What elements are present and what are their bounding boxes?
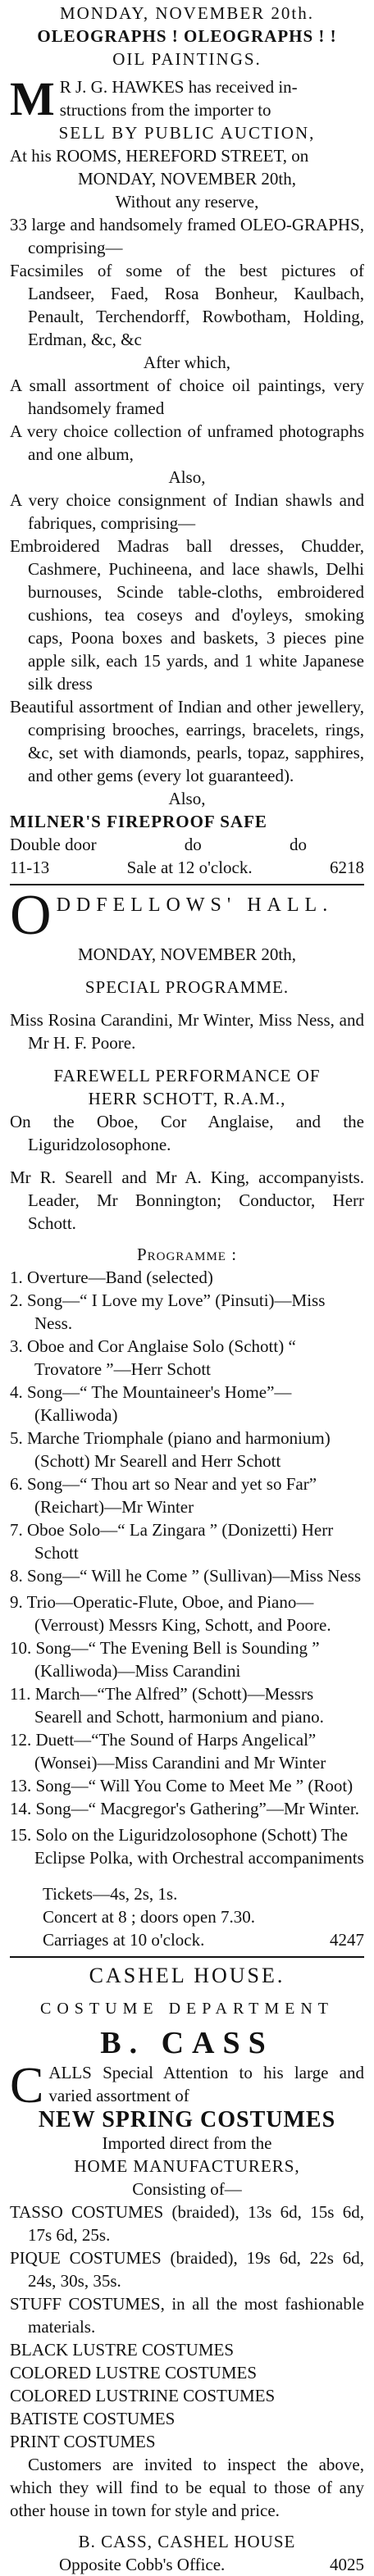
drop-cap: C xyxy=(10,2058,44,2114)
costume-item: COLORED LUSTRE COSTUMES xyxy=(10,2363,258,2383)
programme-item: 9. Trio—Operatic-Flute, Oboe, and Piano—(Verroust) Messrs King, Schott, and Poore. xyxy=(10,1592,331,1635)
cass-footer-addr: Opposite Cobb's Office. xyxy=(59,2555,226,2574)
safe-lot: MILNER'S FIREPROOF SAFE xyxy=(10,812,267,831)
programme-item: 14. Song—“ Macgregor's Gathering”—Mr Winter. xyxy=(10,1799,359,1818)
also-label: Also, xyxy=(168,467,206,487)
door-row xyxy=(10,833,364,856)
programme-item: 7. Oboe Solo—“ La Zingara ” (Donizetti) Herr Schott xyxy=(10,1520,334,1563)
cass-intro xyxy=(10,2058,364,2114)
programme-item: 11. March—“The Alfred” (Schott)—Messrs Searell and Schott, harmonium and piano. xyxy=(10,1684,324,1727)
programme-item: 15. Solo on the Liguridzolosophone (Schott) The Eclipse Polka, with Orchestral accompaniments xyxy=(10,1825,364,1868)
door-cell-2: do xyxy=(184,835,202,854)
auction-footer-mid: Sale at 12 o'clock. xyxy=(126,858,253,877)
programme-item: 8. Song—“ Will he Come ” (Sullivan)—Miss Ness xyxy=(10,1566,362,1586)
door-cell-1: Double door xyxy=(10,835,97,854)
concert-title-rest: DDFELLOWS' HALL. xyxy=(56,894,334,916)
costume-dept: COSTUME DEPARTMENT xyxy=(40,2000,334,2018)
concert-time: Concert at 8 ; doors open 7.30. xyxy=(43,1907,255,1927)
costume-list xyxy=(10,2201,364,2453)
auction-date: MONDAY, NOVEMBER 20th. xyxy=(59,3,315,23)
programme-item: 5. Marche Triomphale (piano and harmonium) (Schott) Mr Searell and Herr Schott xyxy=(10,1428,331,1471)
costume-item: COLORED LUSTRINE COSTUMES xyxy=(10,2386,276,2405)
auction-footer xyxy=(10,856,364,879)
cass-intro-text: ALLS Special Attention to his large and varied assortment of xyxy=(48,2063,364,2105)
oleograph-lots: 33 large and handsomely framed OLEO-GRAPHS, comprising— xyxy=(10,215,364,257)
concert-advertisement xyxy=(10,884,364,1951)
programme-list xyxy=(10,1266,364,1869)
cass-footer-num: 4025 xyxy=(330,2555,364,2574)
programme-item: 12. Duett—“The Sound of Harps Angelical” (Wonsei)—Miss Carandini and Mr Winter xyxy=(10,1730,326,1773)
carriages-row xyxy=(10,1928,364,1951)
carriages: Carriages at 10 o'clock. xyxy=(43,1930,205,1950)
auction-headline: OLEOGRAPHS ! OLEOGRAPHS ! ! xyxy=(37,26,337,46)
cass-name: B. CASS xyxy=(100,2026,274,2060)
accompanists: Mr R. Searell and Mr A. King, accompanyists. Leader, Mr Bonnington; Conductor, Herr Schott. xyxy=(10,1167,364,1233)
cass-footer-row xyxy=(10,2553,364,2576)
costume-item: BLACK LUSTRE COSTUMES xyxy=(10,2340,235,2360)
concert-date: MONDAY, NOVEMBER 20th, xyxy=(77,944,297,964)
costume-item: BATISTE COSTUMES xyxy=(10,2409,176,2428)
programme-item: 13. Song—“ Will You Come to Meet Me ” (Root) xyxy=(10,1776,353,1795)
costume-advertisement xyxy=(10,1963,364,2576)
after-which: After which, xyxy=(143,353,231,372)
herr-schott: HERR SCHOTT, R.A.M., xyxy=(88,1089,286,1108)
costume-item: TASSO COSTUMES (braided), 13s 6d, 15s 6d, 17s 6d, 25s. xyxy=(10,2202,364,2245)
concert-title xyxy=(10,884,364,947)
programme-item: 1. Overture—Band (selected) xyxy=(10,1268,213,1287)
programme-item: 10. Song—“ The Evening Bell is Sounding ” (Kalliwoda)—Miss Carandini xyxy=(10,1638,320,1681)
drop-cap: M xyxy=(10,72,55,125)
facsimiles-list: Facsimiles of some of the best pictures of Landseer, Faed, Rosa Bonheur, Kaulbach, Penault, Terchendorff, Rowbotham, Holding, Erdman, &c, &c xyxy=(10,261,364,349)
also-label-2: Also, xyxy=(168,789,206,808)
programme-item: 2. Song—“ I Love my Love” (Pinsuti)—Miss Ness. xyxy=(10,1290,326,1333)
jewellery-lot: Beautiful assortment of Indian and other jewellery, comprising brooches, earrings, bracelets, rings, &c, set with diamonds, pearls, topaz, sapphires, and other gems (every lot guaranteed). xyxy=(10,697,364,785)
sale-line: SELL BY PUBLIC AUCTION, xyxy=(58,123,316,143)
costume-item: STUFF COSTUMES, in all the most fashionable materials. xyxy=(10,2294,364,2337)
rooms-line: At his ROOMS, HEREFORD STREET, on xyxy=(10,146,309,166)
invite-text: Customers are invited to inspect the above, which they will find to be equal to those of any other house in town for style and price. xyxy=(10,2455,364,2520)
auction-footer-right: 6218 xyxy=(329,858,364,877)
auction-intro xyxy=(10,72,364,125)
intro-line-1: R J. G. HAWKES has received in- xyxy=(59,77,298,97)
oil-paintings-lot: A small assortment of choice oil paintings, very handsomely framed xyxy=(10,375,364,418)
divider xyxy=(10,1956,364,1958)
programme-item: 3. Oboe and Cor Anglaise Solo (Schott) “ Trovatore ”—Herr Schott xyxy=(10,1336,296,1379)
photographs-lot: A very choice collection of unframed photographs and one album, xyxy=(10,421,364,464)
programme-item: 6. Song—“ Thou art so Near and yet so Far” (Reichart)—Mr Winter xyxy=(10,1474,317,1517)
auction-advertisement xyxy=(10,2,364,879)
farewell-line: FAREWELL PERFORMANCE OF xyxy=(53,1066,321,1085)
costume-item: PRINT COSTUMES xyxy=(10,2432,156,2451)
programme-item: 4. Song—“ The Mountaineer's Home”—(Kalliwoda) xyxy=(10,1382,292,1425)
embroidered-list: Embroidered Madras ball dresses, Chudder, Cashmere, Puchineena, and lace shawls, Delhi burnouses, Scinde table-cloths, embroidered cushions, tea coseys and d'oyleys, smoking caps, Poona boxes and baskets, 3 pieces pine apple silk, each 15 yards, and 1 white Japanese silk dress xyxy=(10,536,364,694)
door-cell-3: do xyxy=(289,835,307,854)
consisting-line: Consisting of— xyxy=(132,2179,242,2199)
concert-ad-number: 4247 xyxy=(330,1930,364,1950)
auction-footer-left: 11-13 xyxy=(10,858,50,877)
imported-line: Imported direct from the xyxy=(102,2133,272,2153)
sale-date: MONDAY, NOVEMBER 20th, xyxy=(77,169,297,189)
instruments: On the Oboe, Cor Anglaise, and the Liguridzolosophone. xyxy=(10,1112,364,1154)
divider xyxy=(10,884,364,885)
indian-shawls-lot: A very choice consignment of Indian shawls and fabriques, comprising— xyxy=(10,490,364,533)
spring-headline: NEW SPRING COSTUMES xyxy=(38,2107,336,2132)
performers: Miss Rosina Carandini, Mr Winter, Miss Ness, and Mr H. F. Poore. xyxy=(10,1010,364,1053)
costume-item: PIQUE COSTUMES (braided), 19s 6d, 22s 6d, 24s, 30s, 35s. xyxy=(10,2248,364,2291)
cashel-title: CASHEL HOUSE. xyxy=(89,1964,285,1987)
manufacturers-line: HOME MANUFACTURERS, xyxy=(74,2156,300,2176)
programme-label: Programme : xyxy=(136,1245,238,1264)
cass-footer-name: B. CASS, CASHEL HOUSE xyxy=(78,2532,296,2551)
intro-line-2: structions from the importer to xyxy=(59,100,271,120)
drop-cap: O xyxy=(10,884,52,947)
reserve-note: Without any reserve, xyxy=(115,192,259,212)
special-programme: SPECIAL PROGRAMME. xyxy=(84,977,290,997)
auction-subhead: OIL PAINTINGS. xyxy=(112,49,262,69)
tickets: Tickets—4s, 2s, 1s. xyxy=(43,1884,178,1904)
